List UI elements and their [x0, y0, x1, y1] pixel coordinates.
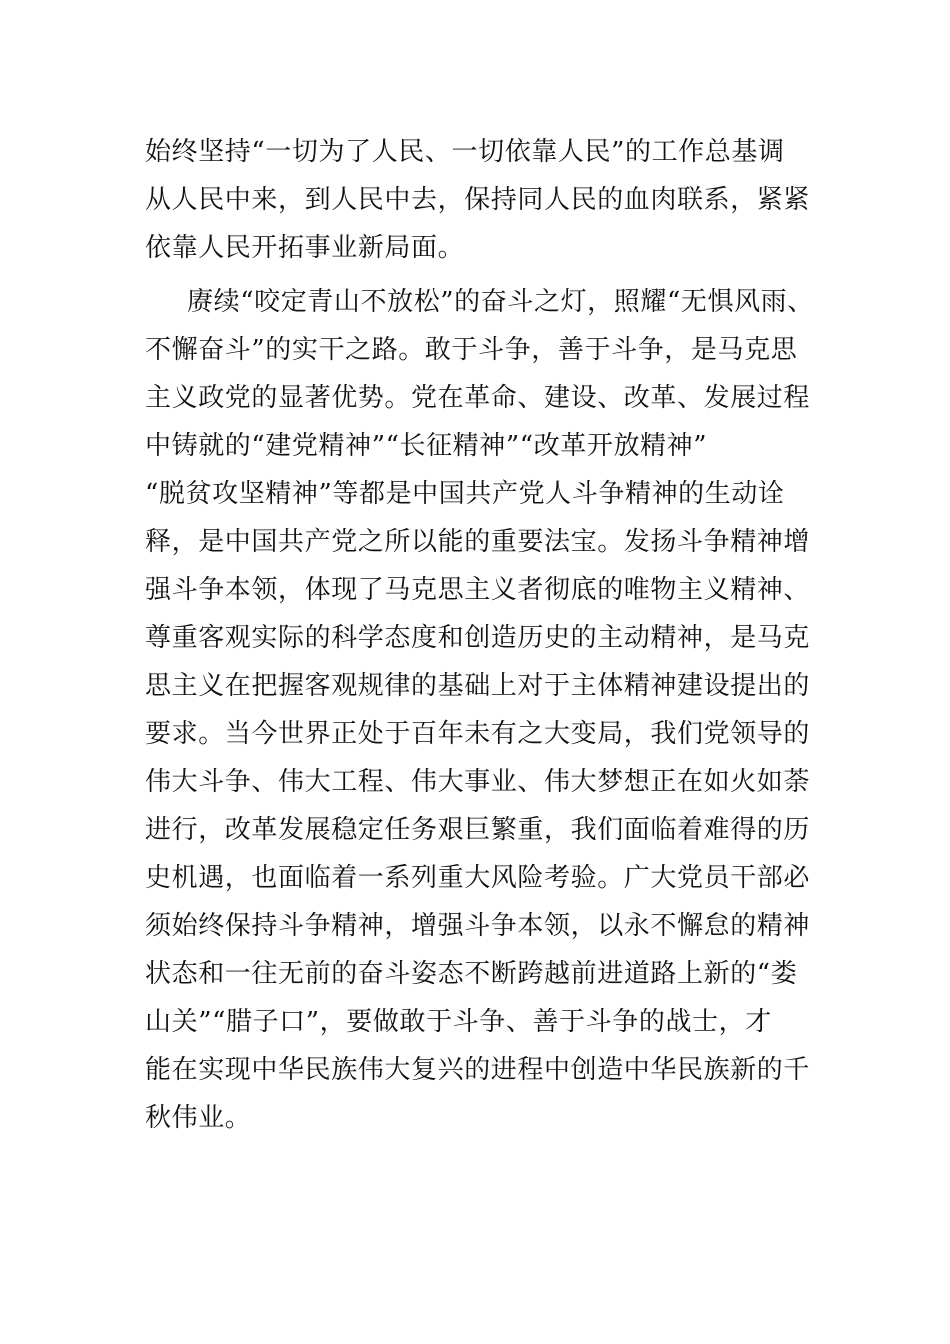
- text-line: 尊重客观实际的科学态度和创造历史的主动精神，是马克: [145, 623, 811, 653]
- text-line: 从人民中来，到人民中去，保持同人民的血肉联系，紧紧: [145, 185, 811, 215]
- text-line: 伟大斗争、伟大工程、伟大事业、伟大梦想正在如火如荼: [145, 767, 811, 797]
- text-line: 秋伟业。: [145, 1103, 252, 1133]
- text-line: 释，是中国共产党之所以能的重要法宝。发扬斗争精神增: [145, 527, 811, 557]
- text-line: 依靠人民开拓事业新局面。: [145, 233, 465, 263]
- text-line: 始终坚持“一切为了人民、一切依靠人民”的工作总基调: [145, 137, 785, 167]
- text-line: 山关”“腊子口”，要做敢于斗争、善于斗争的战士，才: [145, 1007, 772, 1037]
- text-line: 状态和一往无前的奋斗姿态不断跨越前进道路上新的“娄: [145, 959, 798, 989]
- text-line: 须始终保持斗争精神，增强斗争本领，以永不懈怠的精神: [145, 911, 811, 941]
- text-line: 进行，改革发展稳定任务艰巨繁重，我们面临着难得的历: [145, 815, 811, 845]
- text-line: 不懈奋斗”的实干之路。敢于斗争，善于斗争，是马克思: [145, 335, 798, 365]
- text-line: “脱贫攻坚精神”等都是中国共产党人斗争精神的生动诠: [145, 479, 785, 509]
- text-line: 赓续“咬定青山不放松”的奋斗之灯，照耀“无惧风雨、: [187, 287, 814, 317]
- text-line: 强斗争本领，体现了马克思主义者彻底的唯物主义精神、: [145, 575, 811, 605]
- text-line: 主义政党的显著优势。党在革命、建设、改革、发展过程: [145, 383, 811, 413]
- text-line: 能在实现中华民族伟大复兴的进程中创造中华民族新的千: [145, 1055, 811, 1085]
- text-line: 要求。当今世界正处于百年未有之大变局，我们党领导的: [145, 719, 811, 749]
- text-line: 史机遇，也面临着一系列重大风险考验。广大党员干部必: [145, 863, 811, 893]
- text-line: 思主义在把握客观规律的基础上对于主体精神建设提出的: [145, 671, 811, 701]
- text-line: 中铸就的“建党精神”“长征精神”“改革开放精神”: [145, 431, 708, 461]
